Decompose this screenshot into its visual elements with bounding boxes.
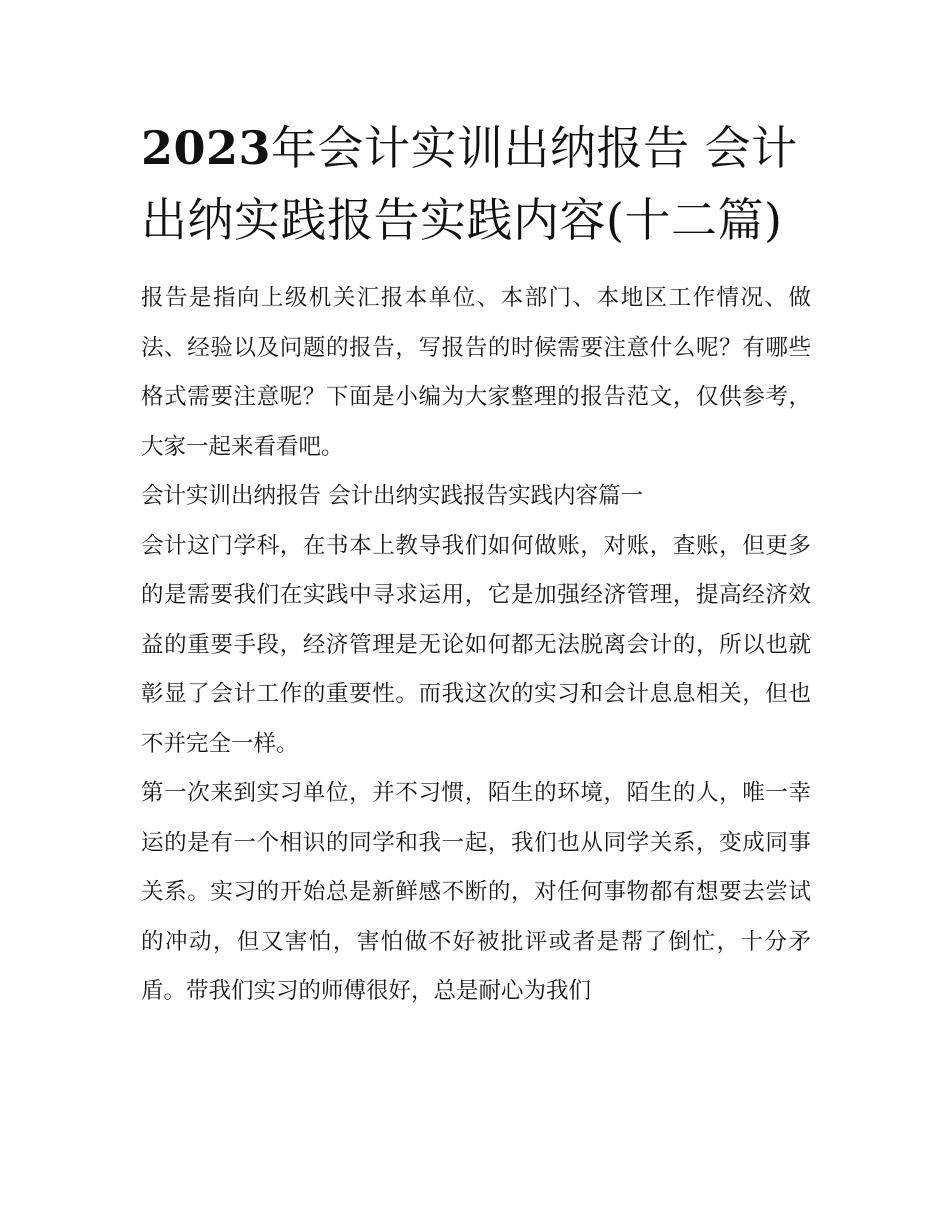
document-body [141, 274, 811, 1017]
title-year: 2023 [141, 121, 272, 175]
body-paragraph: 第一次来到实习单位，并不习惯，陌生的环境，陌生的人，唯一幸运的是有一个相识的同学和我一起，我们也从同学关系，变成同事关系。实习的开始总是新鲜感不断的，对任何事物都有想要去尝试的冲动，但又害怕，害怕做不好被批评或者是帮了倒忙，十分矛盾。带我们实习的师傅很好，总是耐心为我们 [141, 780, 811, 1004]
document-content [141, 112, 811, 1017]
intro-paragraph: 报告是指向上级机关汇报本单位、本部门、本地区工作情况、做法、经验以及问题的报告，写报告的时候需要注意什么呢？有哪些格式需要注意呢？下面是小编为大家整理的报告范文，仅供参考，大家一起来看看吧。 [141, 285, 811, 460]
title-text: 年会计实训出纳报告 会计出纳实践报告实践内容(十二篇) [141, 121, 798, 247]
section-heading: 会计实训出纳报告 会计出纳实践报告实践内容篇一 [141, 483, 644, 509]
document-title [141, 112, 811, 256]
body-paragraph: 会计这门学科，在书本上教导我们如何做账，对账，查账，但更多的是需要我们在实践中寻求运用，它是加强经济管理，提高经济效益的重要手段，经济管理是无论如何都无法脱离会计的，所以也就彰显了会计工作的重要性。而我这次的实习和会计息息相关，但也不并完全一样。 [141, 532, 811, 757]
